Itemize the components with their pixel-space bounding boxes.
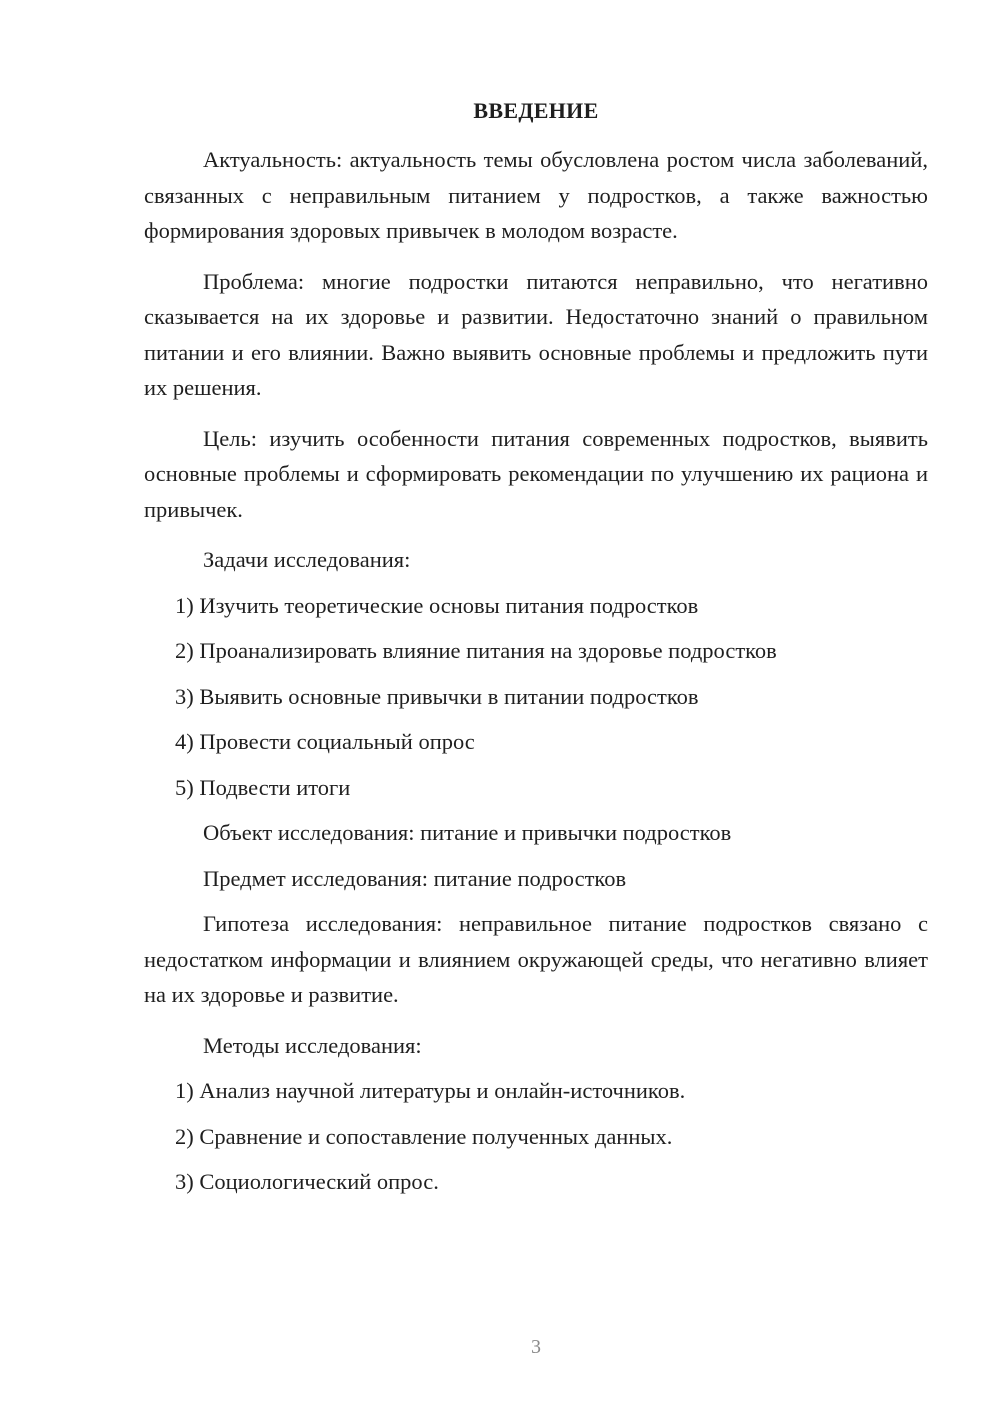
problem-paragraph: Проблема: многие подростки питаются неправильно, что негативно сказывается на их здоровье и развитии. Недостаточно знаний о правильном питании и его влиянии. Важно выявить основные проблемы и предложить пути их решения. <box>144 268 928 400</box>
page-title: ВВЕДЕНИЕ <box>473 98 599 123</box>
research-subject: Предмет исследования: питание подростков <box>203 865 627 891</box>
method-item-1: 1) Анализ научной литературы и онлайн-источников. <box>175 1078 686 1103</box>
document-body <box>144 142 928 1210</box>
relevance-paragraph: Актуальность: актуальность темы обусловлена ростом числа заболеваний, связанных с неправильным питанием у подростков, а также важностью формирования здоровых привычек в молодом возрасте. <box>144 147 928 243</box>
task-item-3: 3) Выявить основные привычки в питании подростков <box>175 683 699 709</box>
task-item-4: 4) Провести социальный опрос <box>175 729 475 754</box>
task-item-5: 5) Подвести итоги <box>175 774 351 800</box>
hypothesis-paragraph: Гипотеза исследования: неправильное питание подростков связано с недостатком информации и влиянием окружающей среды, что негативно влияет на их здоровье и развитие. <box>144 911 928 1007</box>
method-item-2: 2) Сравнение и сопоставление полученных данных. <box>175 1123 673 1149</box>
method-item-3: 3) Социологический опрос. <box>175 1169 439 1194</box>
methods-heading: Методы исследования: <box>203 1032 422 1058</box>
task-item-1: 1) Изучить теоретические основы питания подростков <box>175 592 699 618</box>
goal-paragraph: Цель: изучить особенности питания современных подростков, выявить основные проблемы и сформировать рекомендации по улучшению их рациона и привычек. <box>144 425 928 522</box>
research-object: Объект исследования: питание и привычки подростков <box>203 820 732 845</box>
task-item-2: 2) Проанализировать влияние питания на здоровье подростков <box>175 638 777 663</box>
page-number: 3 <box>531 1336 541 1358</box>
tasks-heading: Задачи исследования: <box>203 547 411 572</box>
